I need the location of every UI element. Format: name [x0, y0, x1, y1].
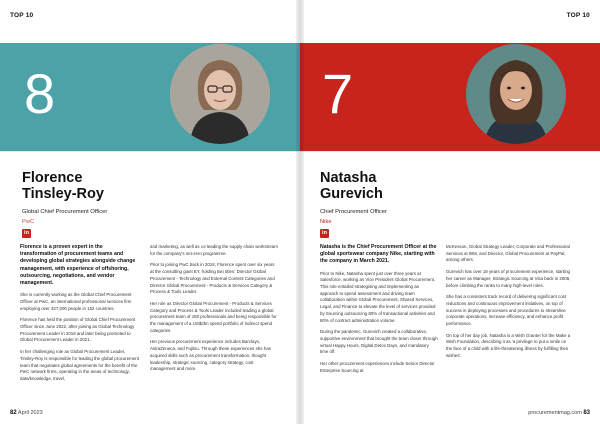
body-paragraph: She is currently working as the Global Chief Procurement Officer at PwC, an international professional services firm employing over 327,000 people in 152 countries. [20, 292, 132, 311]
body-paragraph: She has a consistent track record of delivering significant cost reductions and continuous improvement initiatives, on top of success in deploying processes and procedures to streamline corporate operations, increase efficiency, and enhance profit performance. [446, 294, 567, 327]
page-number: 83 [583, 410, 590, 416]
spread-gutter [296, 0, 304, 424]
body-paragraph: Prior to Nike, Natasha spent just over three years at Salesforce, working as Vice President Global Procurement. This role entailed strategising and implementing an approach to spend assessment and driving team collaboration within Global Procurement, Shared Services, Legal, and Finance to elevate the level of services provided by Sourcing outsourcing 80% of transactional activities and 80% of contract administration volume. [320, 270, 436, 323]
portrait-photo [466, 44, 566, 144]
first-name: Natasha [320, 170, 377, 186]
last-name: Gurevich [320, 186, 383, 202]
linkedin-icon[interactable]: in [22, 229, 31, 238]
portrait-photo [170, 44, 270, 144]
body-paragraph: In her challenging role as Global Procurement Leader, Tinsley-Roy is responsible for leading the global procurement team that negotiates global agreements for the benefit of the PwC network firms, operating in the areas of technology, data/knowledge, travel, [20, 349, 139, 381]
page-number: 82 [10, 410, 17, 416]
right-page [300, 0, 600, 424]
text-column-1 [20, 244, 140, 388]
lead-paragraph: Florence is a proven expert in the transformation of procurement teams and developing global strategies alongside change management, with experience of offshoring, outsourcing, negotiations, and vendor management. [20, 244, 136, 287]
text-column-2 [150, 244, 278, 378]
company-name[interactable]: PwC [22, 219, 35, 225]
body-paragraph: During the pandemic, Gurevich created a collaborative, supportive environment that brought the team closer through virtual Happy Hours, Digital Detox Days, and mandatory time off. [320, 329, 438, 355]
first-name: Florence [22, 170, 83, 186]
top-label: TOP 10 [566, 12, 590, 19]
top-label: TOP 10 [10, 12, 34, 19]
body-paragraph: Her other procurement experiences include Senior Director Enterprise Sourcing at [320, 361, 435, 373]
banner-edge [300, 151, 600, 152]
body-paragraph: McKesson, Global Strategy Leader, Corporate and Professional Services at IBM, and Director, Global Procurement at PayPal, among others. [446, 244, 570, 263]
banner-edge [0, 151, 300, 152]
lead-paragraph: Natasha is the Chief Procurement Officer at the global sportswear company Nike, starting with the company in March 2021. [320, 244, 437, 265]
linkedin-icon[interactable]: in [320, 229, 329, 238]
issue-date: April 2023 [17, 410, 43, 416]
rank-number: 8 [24, 62, 56, 125]
page-footer [528, 410, 590, 416]
person-name [320, 170, 383, 202]
body-paragraph: Gurevich has over 18 years of procurement experience, starting her career as Manager, Strategic Sourcing at Visa back in 2005, before climbing the ranks to many high-level roles. [446, 269, 571, 288]
website-url[interactable]: procurementmag.com [528, 410, 582, 416]
body-paragraph: Florence has held the position of Global Chief Procurement Officer since June 2022, after joining as Global Technology Procurement Leader in 2018 and later being promoted to Global Procurement Leader in 2021. [20, 317, 136, 343]
job-title: Global Chief Procurement Officer [22, 209, 108, 215]
page-footer [10, 410, 43, 416]
text-column-2 [446, 244, 572, 365]
person-name [22, 170, 104, 202]
rank-number: 7 [322, 62, 354, 125]
body-paragraph: On top of her day job, Natasha is a Wish Granter for the Make a Wish Foundation, describing it as 'a privilege to put a smile on the face of a child with a life-threatening illness by fulfilling their wishes'. [446, 332, 571, 358]
body-paragraph: Prior to joining PwC back in 2018, Florence spent over six years at the consulting giant EY, holding two titles: Director Global Procurement - Technology and External Content Categories and Director Global Procurement - Products & Services Category & Process & Tools Leader. [150, 262, 275, 295]
body-paragraph: Her previous procurement experience includes Barclays, AstraZeneca, and Fujitsu. Through these experiences she has acquired skills such as procurement transformation, thought leadership, strategic sourcing, category strategy, cost management and more. [150, 339, 271, 372]
body-paragraph: Her role as Director Global Procurement - Products & Services Category and Process & Tools Leader included leading a global procurement team of 150 professionals and being responsible for the management of a US$2bn spend portfolio of indirect spend categories. [150, 300, 277, 333]
job-title: Chief Procurement Officer [320, 209, 387, 215]
last-name: Tinsley-Roy [22, 186, 104, 202]
company-name[interactable]: Nike [320, 219, 332, 225]
text-column-1 [320, 244, 438, 379]
body-paragraph: and marketing, as well as co-leading the supply chain workstream for the company's net-zero programme. [150, 244, 278, 256]
